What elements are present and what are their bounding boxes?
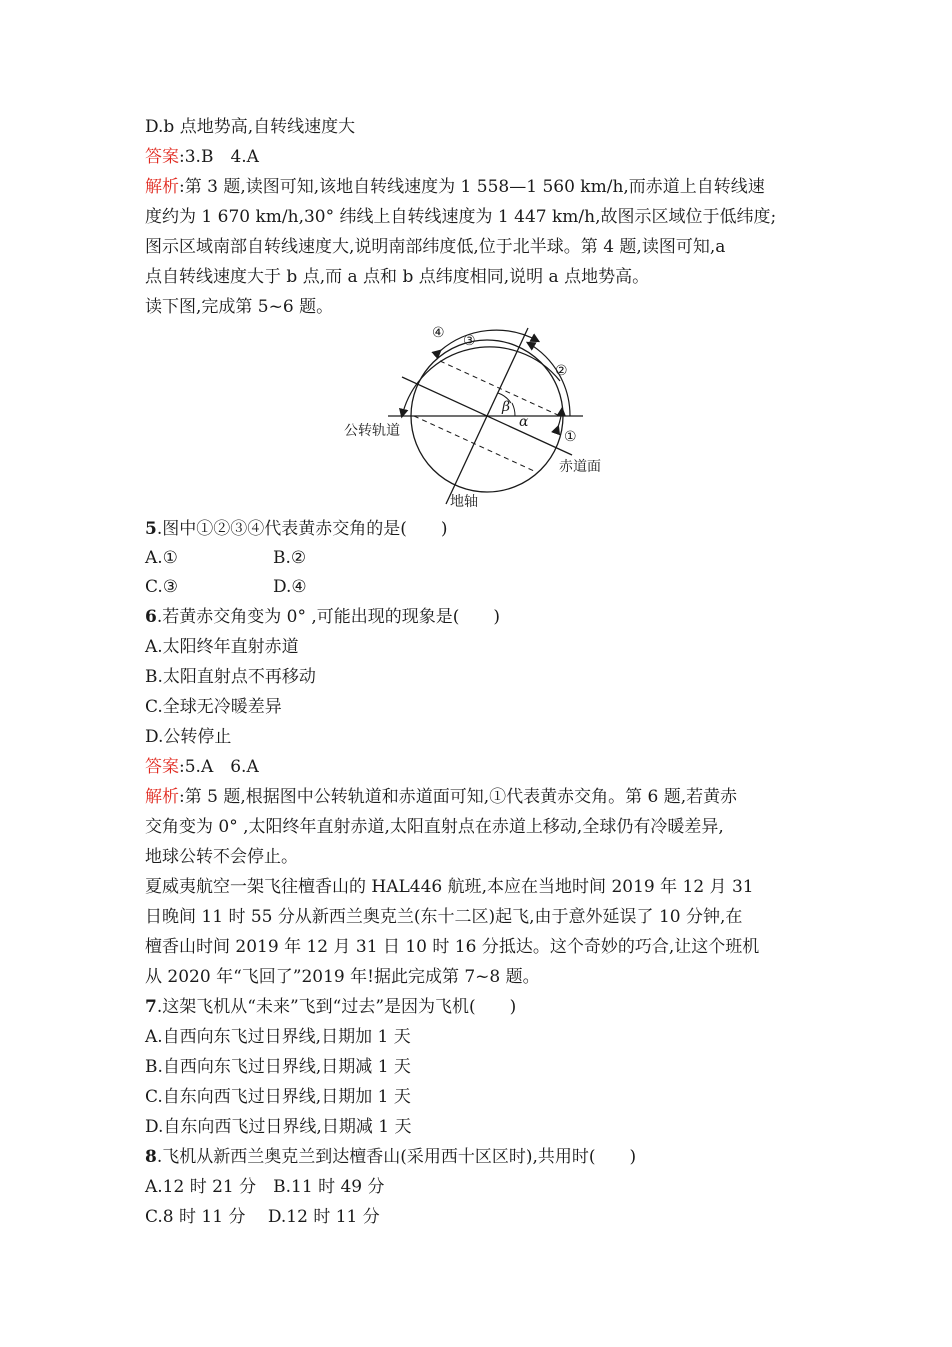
answer-label: 答案 bbox=[145, 147, 179, 167]
explanation-label: 解析 bbox=[145, 177, 179, 197]
explanation-5-6-line1 bbox=[145, 786, 737, 808]
q5-options-cd bbox=[145, 576, 545, 598]
intro-7-8-line4: 从 2020 年“飞回了”2019 年!据此完成第 7~8 题。 bbox=[145, 967, 540, 987]
q7-option-a: A.自西向东飞过日界线,日期加 1 天 bbox=[145, 1027, 411, 1047]
q8-options-ab: A.12 时 21 分 B.11 时 49 分 bbox=[145, 1177, 385, 1197]
obliquity-diagram-svg bbox=[340, 323, 620, 513]
question-text: .图中①②③④代表黄赤交角的是( ) bbox=[156, 519, 448, 539]
explanation-text: :第 3 题,读图可知,该地自转线速度为 1 558—1 560 km/h,而赤道上自转线速 bbox=[179, 177, 765, 197]
tropic-south-line bbox=[414, 416, 534, 471]
q6-option-b: B.太阳直射点不再移动 bbox=[145, 667, 316, 687]
question-text: .飞机从新西兰奥克兰到达檀香山(采用西十区区时),共用时( ) bbox=[156, 1147, 637, 1167]
explanation-label: 解析 bbox=[145, 787, 179, 807]
mark-4: ④ bbox=[432, 325, 445, 341]
arc-1 bbox=[558, 409, 562, 427]
mark-1: ① bbox=[564, 429, 577, 445]
tropic-north-line bbox=[440, 361, 560, 416]
explanation-5-6-line2: 交角变为 0° ,太阳终年直射赤道,太阳直射点在赤道上移动,全球仍有冷暖差异, bbox=[145, 817, 724, 837]
q5-option-c: C.③ bbox=[145, 577, 179, 597]
axis-label: 地轴 bbox=[450, 494, 478, 510]
mark-3: ③ bbox=[463, 333, 476, 349]
intro-7-8-line2: 日晚间 11 时 55 分从新西兰奥克兰(东十二区)起飞,由于意外延误了 10 分钟,在 bbox=[145, 907, 743, 927]
q7-option-c: C.自东向西飞过日界线,日期加 1 天 bbox=[145, 1087, 411, 1107]
equator-label: 赤道面 bbox=[559, 459, 601, 475]
intro-7-8-line1: 夏威夷航空一架飞往檀香山的 HAL446 航班,本应在当地时间 2019 年 12 月 31 bbox=[145, 877, 754, 897]
alpha-arc bbox=[512, 403, 515, 416]
q5-options-ab bbox=[145, 547, 545, 569]
q5-option-a: A.① bbox=[145, 548, 178, 568]
intro-5-6: 读下图,完成第 5~6 题。 bbox=[145, 297, 334, 317]
explanation-3-4-line3: 图示区域南部自转线速度大,说明南部纬度低,位于北半球。第 4 题,读图可知,a bbox=[145, 237, 726, 257]
q7-option-d: D.自东向西飞过日界线,日期减 1 天 bbox=[145, 1117, 412, 1137]
question-5 bbox=[145, 518, 448, 540]
q5-option-d: D.④ bbox=[273, 577, 307, 597]
explanation-text: :第 5 题,根据图中公转轨道和赤道面可知,①代表黄赤交角。第 6 题,若黄赤 bbox=[179, 787, 738, 807]
alpha-label: α bbox=[519, 414, 529, 430]
answer-3-4 bbox=[145, 146, 259, 168]
intro-7-8-line3: 檀香山时间 2019 年 12 月 31 日 10 时 16 分抵达。这个奇妙的巧合,让这个班机 bbox=[145, 937, 760, 957]
question-text: .若黄赤交角变为 0° ,可能出现的现象是( ) bbox=[156, 607, 501, 627]
answer-text: :5.A 6.A bbox=[179, 757, 259, 777]
q4-option-d: D.b 点地势高,自转线速度大 bbox=[145, 117, 356, 137]
explanation-5-6-line3: 地球公转不会停止。 bbox=[145, 847, 298, 867]
explanation-3-4-line4: 点自转线速度大于 b 点,而 a 点和 b 点纬度相同,说明 a 点地势高。 bbox=[145, 267, 650, 287]
question-number: 8 bbox=[145, 1147, 157, 1167]
q6-option-d: D.公转停止 bbox=[145, 727, 232, 747]
q5-option-b: B.② bbox=[273, 548, 307, 568]
question-7 bbox=[145, 996, 516, 1018]
q8-options-cd: C.8 时 11 分 D.12 时 11 分 bbox=[145, 1207, 380, 1227]
explanation-3-4-line2: 度约为 1 670 km/h,30° 纬线上自转线速度为 1 447 km/h,故图示区域位于低纬度; bbox=[145, 207, 777, 227]
question-number: 6 bbox=[145, 607, 157, 627]
answer-5-6 bbox=[145, 756, 259, 778]
obliquity-diagram bbox=[340, 323, 620, 513]
q6-option-a: A.太阳终年直射赤道 bbox=[145, 637, 299, 657]
answer-text: :3.B 4.A bbox=[179, 147, 259, 167]
question-number: 5 bbox=[145, 519, 157, 539]
explanation-3-4-line1 bbox=[145, 176, 765, 198]
mark-2: ② bbox=[555, 363, 568, 379]
question-text: .这架飞机从“未来”飞到“过去”是因为飞机( ) bbox=[156, 997, 517, 1017]
arc-2 bbox=[528, 343, 570, 416]
question-8 bbox=[145, 1146, 636, 1168]
q7-option-b: B.自西向东飞过日界线,日期减 1 天 bbox=[145, 1057, 411, 1077]
question-number: 7 bbox=[145, 997, 157, 1017]
beta-label: β bbox=[502, 399, 511, 415]
orbit-label: 公转轨道 bbox=[344, 423, 400, 439]
answer-label: 答案 bbox=[145, 757, 179, 777]
q6-option-c: C.全球无冷暖差异 bbox=[145, 697, 282, 717]
question-6 bbox=[145, 606, 500, 628]
